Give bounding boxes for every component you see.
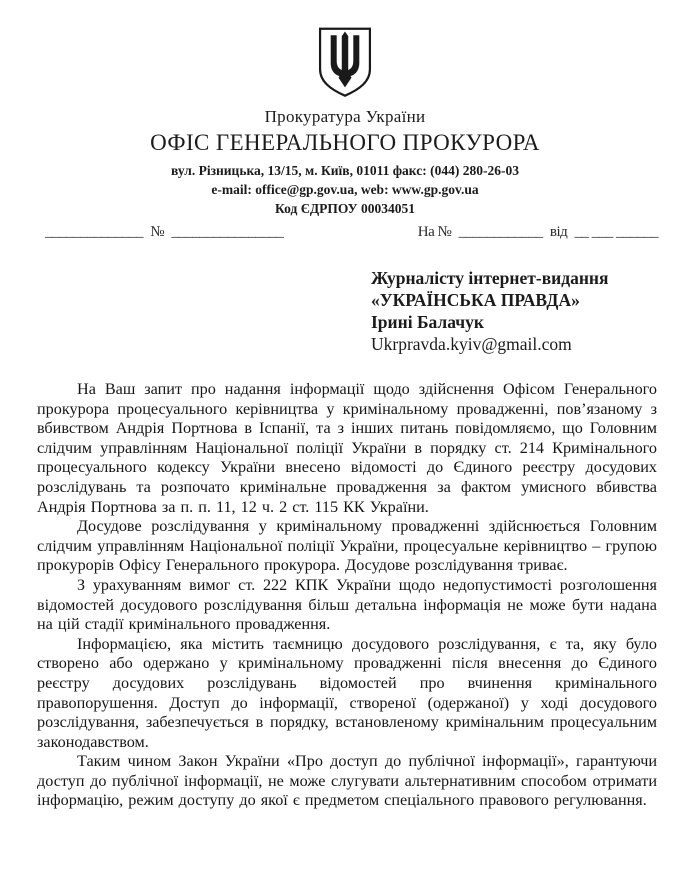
- outgoing-date-blank: ______________: [45, 224, 143, 240]
- letter-body: [37, 380, 657, 811]
- org-name: ОФІС ГЕНЕРАЛЬНОГО ПРОКУРОРА: [150, 130, 540, 155]
- body-paragraph: З урахуванням вимог ст. 222 КПК України щодо недопустимості розголошення відомостей досудового розслідування більш детальна інформація не може бути надана на цій стадії кримінального провадження.: [37, 575, 657, 634]
- body-paragraph: На Ваш запит про надання інформації щодо здійснення Офісом Генерального прокурора процесуального керівництва у кримінальному провадженні, пов’язаному з вбивством Андрія Портнова в Іспанії, та з інших питань повідомляємо, що Головним слідчим управлінням Національної поліції України в порядку ст. 214 Кримінального процесуального кодексу України внесено відомості до Єдиного реєстру досудових розслідувань та розпочато кримінальне провадження за фактом умисного вбивства Андрія Портнова за п. п. 11, 12 ч. 2 ст. 115 КК України.: [37, 380, 657, 516]
- incoming-date-blank: __ ___ ______: [574, 224, 658, 240]
- org-parent-name: Прокуратура України: [264, 107, 426, 126]
- org-contacts: e-mail: office@gp.gov.ua, web: www.gp.gov.ua: [211, 182, 479, 197]
- outgoing-number-blank: ________________: [171, 224, 284, 240]
- recipient-block: [371, 267, 608, 355]
- incoming-number-label: На №: [417, 224, 452, 240]
- body-paragraph: Інформацією, яка містить таємницю досудового розслідування, є та, яку було створено або одержано у кримінальному провадженні після внесення до Єдиного реєстру досудових розслідувань відомостей про вчинення кримінального правопорушення. Доступ до інформації, створеної (одержаної) у ході досудового розслідування, забезпечується в порядку, встановленому кримінальним процесуальним законодавством.: [37, 634, 657, 751]
- incoming-number-blank: ____________: [458, 224, 543, 240]
- recipient-name: Ірині Балачук: [371, 312, 484, 332]
- incoming-reference: [418, 224, 662, 241]
- recipient-role: Журналісту інтернет-видання: [371, 268, 609, 288]
- incoming-date-label: від: [549, 224, 568, 240]
- body-paragraph: Досудове розслідування у кримінальному провадженні здійснюється Головним слідчим управлінням Національної поліції України, процесуальне керівництво – групою прокурорів Офісу Генерального прокурора. Досудове розслідування триває.: [37, 517, 657, 575]
- ukraine-trident-emblem-icon: [317, 26, 373, 98]
- outgoing-reference: [45, 224, 287, 241]
- org-edrpou-code: Код ЄДРПОУ 00034051: [275, 201, 415, 216]
- recipient-email: Ukrpravda.kyiv@gmail.com: [371, 334, 572, 354]
- letterhead: [0, 0, 690, 217]
- reference-row: [45, 224, 662, 241]
- outgoing-number-label: №: [150, 224, 165, 240]
- recipient-publication: «УКРАЇНСЬКА ПРАВДА»: [371, 290, 580, 310]
- org-address: вул. Різницька, 13/15, м. Київ, 01011 факс: (044) 280-26-03: [171, 163, 519, 178]
- body-paragraph: Таким чином Закон України «Про доступ до публічної інформації», гарантуючи доступ до публічної інформації, не може слугувати альтернативним способом отримати інформацію, режим доступу до якої є предметом спеціального правового регулювання.: [37, 752, 657, 810]
